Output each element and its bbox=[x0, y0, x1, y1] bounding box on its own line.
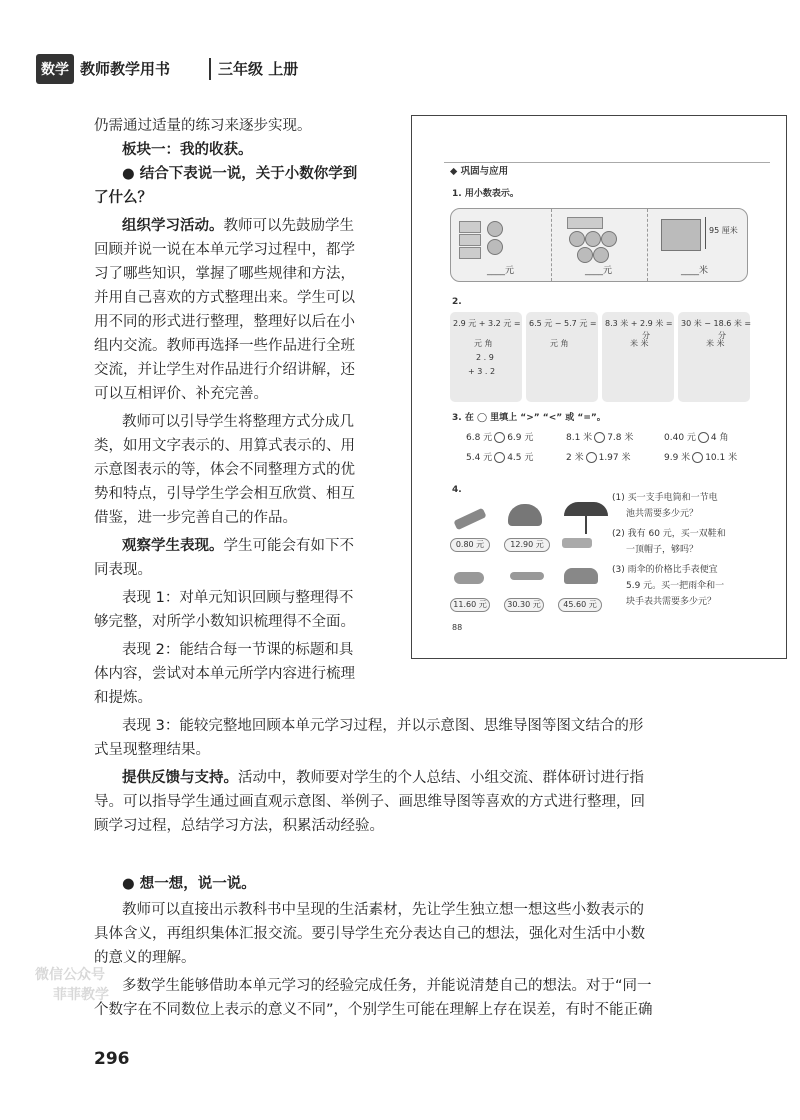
text-line: 示意图表示的等，体会不同整理方式的优 bbox=[94, 462, 355, 478]
price-tag: 0.80 元 bbox=[450, 538, 490, 552]
text-line: 习了哪些知识，掌握了哪些规律和方法， bbox=[94, 266, 355, 282]
bold-lead: 提供反馈与支持。 bbox=[122, 770, 238, 786]
textbook-page-figure bbox=[411, 115, 787, 659]
banknote-icon bbox=[567, 217, 603, 229]
expression: 30 米 − 18.6 米 = bbox=[681, 319, 752, 328]
divider bbox=[647, 209, 649, 281]
textbook-page-number: 88 bbox=[452, 623, 463, 632]
price-tag: 30.30 元 bbox=[504, 598, 544, 612]
compare-item: 0.40 元 4 角 bbox=[664, 433, 729, 443]
q4-question: (3) 雨伞的价格比手表便宜 bbox=[612, 565, 718, 575]
text-line: 导。可以指导学生通过画直观示意图、举例子、画思维导图等喜欢的方式进行整理，回 bbox=[94, 794, 645, 810]
grade-label: 三年级 上册 bbox=[218, 60, 299, 78]
expression: 8.3 米 + 2.9 米 = bbox=[605, 319, 673, 328]
q4-question: (2) 我有 60 元，买一双鞋和 bbox=[612, 529, 726, 539]
battery-icon bbox=[453, 508, 486, 531]
coin-icon bbox=[593, 247, 609, 263]
text-tail: 活动中，教师要对学生的个人总结、小组交流、群体研讨进行指 bbox=[238, 770, 644, 786]
text-line bbox=[122, 768, 644, 788]
prompt-heading: ● 结合下表说一说，关于小数你学到 bbox=[122, 166, 358, 182]
book-title: 教师教学用书 bbox=[80, 60, 171, 78]
umbrella-handle bbox=[585, 516, 587, 534]
compare-item: 6.8 元 6.9 元 bbox=[466, 433, 534, 443]
text-line: 的意义的理解。 bbox=[94, 950, 196, 966]
blank-yuan: ____元 bbox=[585, 266, 613, 276]
compare-item: 8.1 米 7.8 米 bbox=[566, 433, 634, 443]
units: 分 bbox=[718, 331, 726, 340]
q2-title: 2. bbox=[452, 297, 462, 307]
q4-question: 5.9 元。买一把雨伞和一 bbox=[626, 581, 725, 591]
blank-yuan: ____元 bbox=[487, 266, 515, 276]
coin-icon bbox=[577, 247, 593, 263]
subject-logo: 数学 bbox=[36, 54, 74, 84]
text-line: 够完整，对所学小数知识梳理得不全面。 bbox=[94, 614, 355, 630]
text-line: 表现 1：对单元知识回顾与整理得不 bbox=[122, 590, 354, 606]
header-divider bbox=[209, 58, 211, 80]
banknote-icon bbox=[459, 234, 481, 246]
q4-question: (1) 买一支手电筒和一节电 bbox=[612, 493, 718, 503]
text-line: 体内容，尝试对本单元所学内容进行梳理 bbox=[94, 666, 355, 682]
divider bbox=[551, 209, 553, 281]
text-line: 具体含义，再组织集体汇报交流。要引导学生充分表达自己的想法，强化对生活中小数 bbox=[94, 926, 645, 942]
blank-mi: ____米 bbox=[681, 266, 709, 276]
price-tag: 12.90 元 bbox=[504, 538, 550, 552]
text-line: 仍需通过适量的练习来逐步实现。 bbox=[94, 118, 312, 134]
units: 元 角 bbox=[550, 339, 569, 348]
coin-icon bbox=[487, 221, 503, 237]
text-line bbox=[122, 536, 354, 556]
text-line: 借鉴，进一步完善自己的作品。 bbox=[94, 510, 297, 526]
text-line: 个数字在不同数位上表示的意义不同”，个别学生可能在理解上存在误差，有时不能正确 bbox=[94, 1002, 653, 1018]
height-arrow bbox=[705, 217, 706, 249]
q4-question: 块手表共需要多少元？ bbox=[626, 597, 717, 607]
section-heading: 板块一：我的收获。 bbox=[122, 142, 253, 158]
q4-question: 一顶帽子，够吗？ bbox=[626, 545, 699, 555]
expression: 2.9 元 + 3.2 元 = bbox=[453, 319, 521, 328]
watch-icon bbox=[510, 572, 544, 580]
q1-title: 1. 用小数表示。 bbox=[452, 189, 519, 199]
cap-icon bbox=[508, 504, 542, 526]
text-tail: 学生可能会有如下不 bbox=[223, 538, 354, 554]
text-line: 势和特点，引导学生学会相互欣赏、相互 bbox=[94, 486, 355, 502]
watermark bbox=[5, 965, 120, 1025]
bold-lead: 观察学生表现。 bbox=[122, 538, 224, 554]
units: 米 米 bbox=[706, 339, 725, 348]
coin-icon bbox=[569, 231, 585, 247]
height-label: 95 厘米 bbox=[709, 226, 738, 235]
page-number: 296 bbox=[94, 1049, 130, 1069]
compare-item: 5.4 元 4.5 元 bbox=[466, 453, 534, 463]
text-line: 类，如用文字表示的、用算式表示的、用 bbox=[94, 438, 355, 454]
q1-panel bbox=[450, 208, 748, 282]
text-line: 教师可以直接出示教科书中呈现的生活素材，先让学生独立想一想这些小数表示的 bbox=[122, 902, 644, 918]
calc-line: 2 . 9 bbox=[476, 353, 494, 362]
shoes-icon bbox=[564, 568, 598, 584]
text-line: 并用自己喜欢的方式整理出来。学生可以 bbox=[94, 290, 355, 306]
q4-question: 池共需要多少元？ bbox=[626, 509, 699, 519]
text-line: 组内交流。教师再选择一些作品进行全班 bbox=[94, 338, 355, 354]
units: 元 角 bbox=[474, 339, 493, 348]
text-line bbox=[122, 216, 354, 236]
q2-card bbox=[678, 312, 750, 402]
text-line: 和提炼。 bbox=[94, 690, 152, 706]
price-tag: 45.60 元 bbox=[558, 598, 602, 612]
text-line: 顾学习过程，总结学习方法，积累活动经验。 bbox=[94, 818, 384, 834]
expression: 6.5 元 − 5.7 元 = bbox=[529, 319, 597, 328]
text-line: 同表现。 bbox=[94, 562, 152, 578]
watermark-line: 菲菲教学 bbox=[53, 987, 109, 1003]
coin-icon bbox=[585, 231, 601, 247]
text-line: 用不同的形式进行整理，整理好以后在小 bbox=[94, 314, 355, 330]
coin-icon bbox=[487, 239, 503, 255]
q4-title: 4. bbox=[452, 485, 462, 495]
banknote-icon bbox=[459, 247, 481, 259]
rule bbox=[444, 162, 770, 163]
umbrella-icon bbox=[564, 502, 608, 516]
flashlight-icon bbox=[454, 572, 484, 584]
price-tag: 11.60 元 bbox=[450, 598, 490, 612]
prompt-heading-cont: 了什么？ bbox=[94, 190, 152, 206]
section-title: ◆ 巩固与应用 bbox=[450, 166, 509, 177]
desk-icon bbox=[661, 219, 701, 251]
compare-item: 9.9 米 10.1 米 bbox=[664, 453, 738, 463]
units: 米 米 bbox=[630, 339, 649, 348]
text-line: 交流，并让学生对作品进行介绍讲解，还 bbox=[94, 362, 355, 378]
calc-line: + 3 . 2 bbox=[468, 367, 496, 376]
text-line: 表现 2：能结合每一节课的标题和具 bbox=[122, 642, 354, 658]
q3-title: 3. 在 ◯ 里填上 “>” “<” 或 “=”。 bbox=[452, 413, 606, 423]
text-line: 式呈现整理结果。 bbox=[94, 742, 210, 758]
units: 分 bbox=[642, 331, 650, 340]
text-line: 表现 3：能较完整地回顾本单元学习过程，并以示意图、思维导图等图文结合的形 bbox=[122, 718, 644, 734]
watermark-line: 微信公众号 bbox=[35, 967, 105, 983]
coin-icon bbox=[601, 231, 617, 247]
text-line: 多数学生能够借助本单元学习的经验完成任务，并能说清楚自己的想法。对于“同一 bbox=[122, 978, 652, 994]
section-heading: ● 想一想，说一说。 bbox=[122, 876, 256, 892]
text-line: 可以互相评价、补充完善。 bbox=[94, 386, 268, 402]
text-line: 回顾并说一说在本单元学习过程中，都学 bbox=[94, 242, 355, 258]
text-line: 教师可以引导学生将整理方式分成几 bbox=[122, 414, 354, 430]
price-arrow-icon bbox=[562, 538, 592, 548]
q2-card bbox=[526, 312, 598, 402]
banknote-icon bbox=[459, 221, 481, 233]
compare-item: 2 米 1.97 米 bbox=[566, 453, 631, 463]
q2-card bbox=[602, 312, 674, 402]
bold-lead: 组织学习活动。 bbox=[122, 218, 224, 234]
q2-card bbox=[450, 312, 522, 402]
text-tail: 教师可以先鼓励学生 bbox=[223, 218, 354, 234]
